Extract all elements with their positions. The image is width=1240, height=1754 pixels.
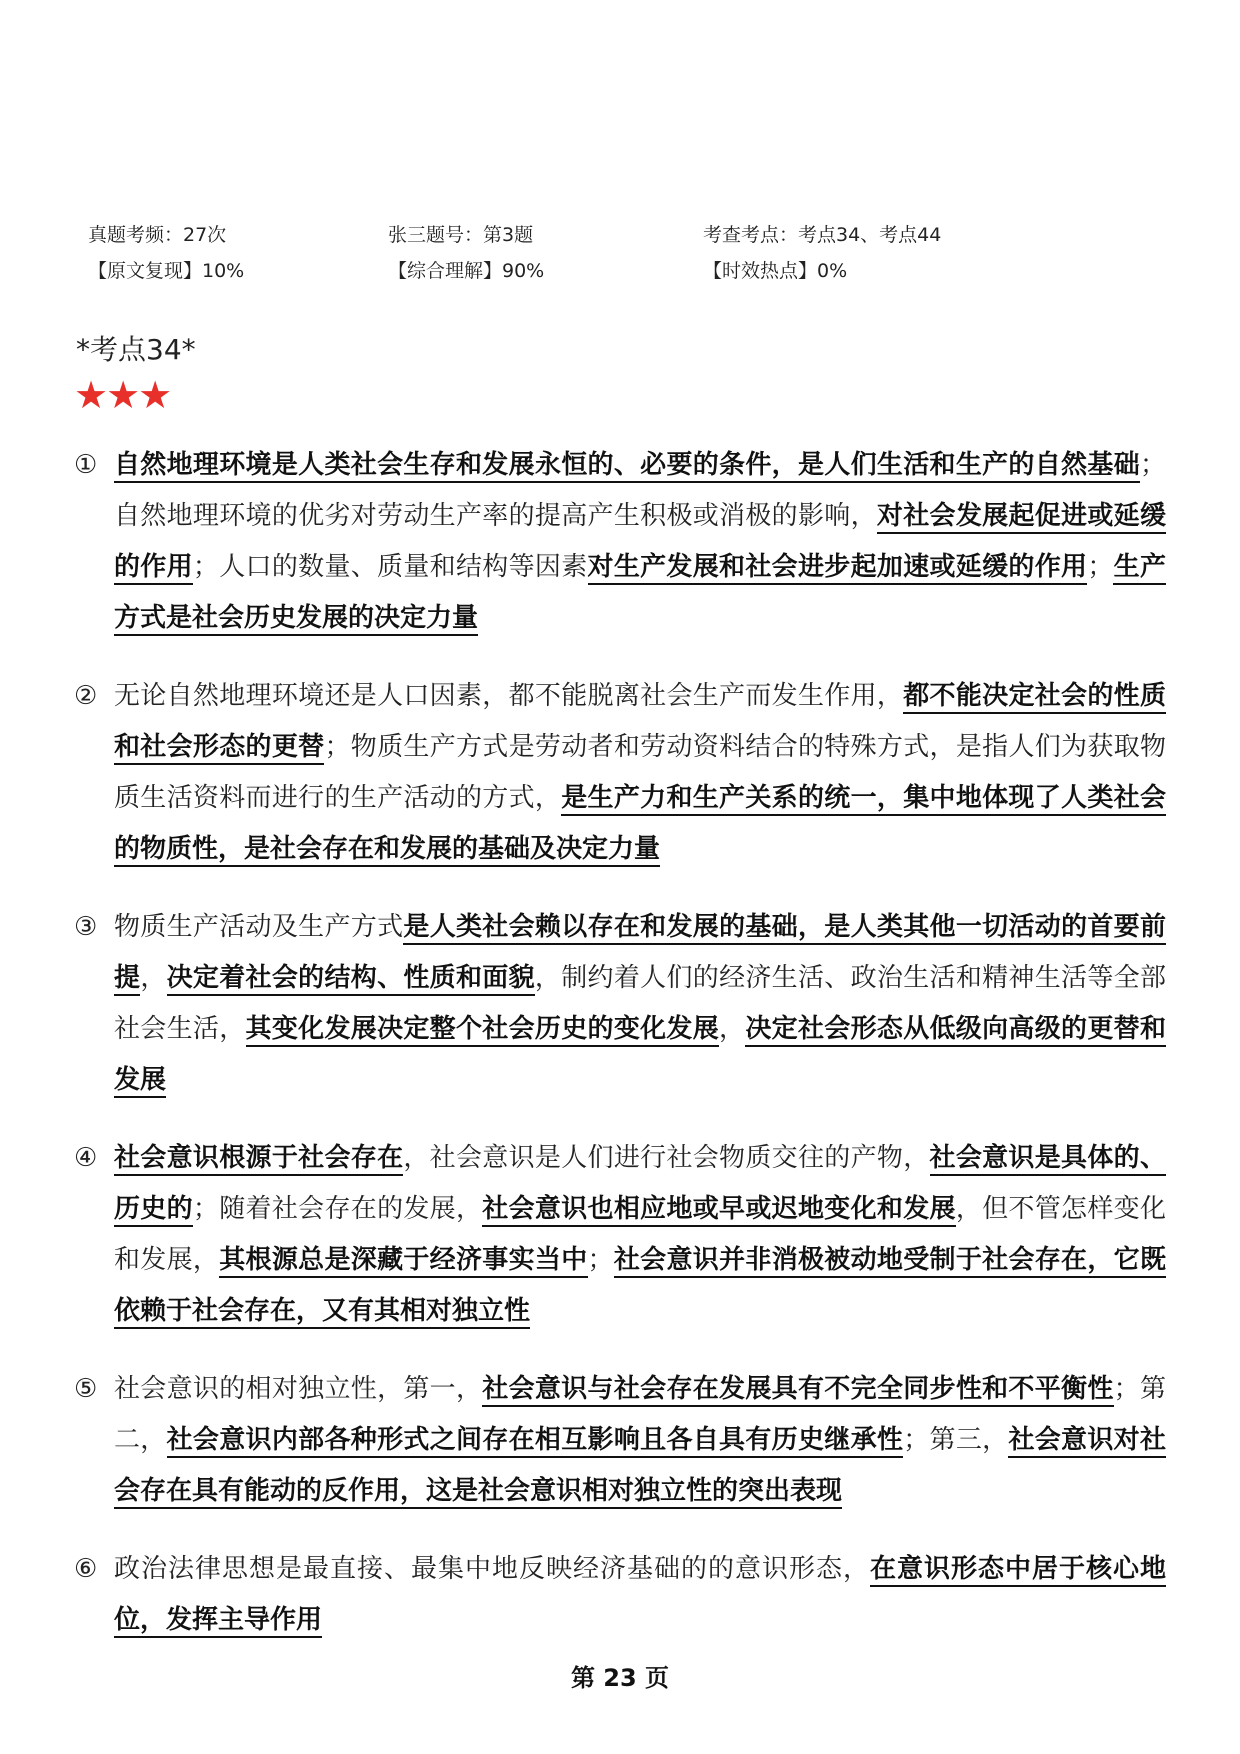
emphasized-text: 生产方式是社会历史发展的决定力量 bbox=[114, 552, 1166, 636]
body-text: 政治法律思想是最直接、最集中地反映经济基础的的意识形态， bbox=[114, 1554, 870, 1584]
emphasized-text: 决定社会形态从低级向高级的更替和发展 bbox=[114, 1014, 1166, 1098]
body-text: ，但不管怎样变化和发展， bbox=[114, 1194, 1166, 1275]
key-point-text bbox=[114, 1544, 1166, 1646]
emphasized-text: 社会意识并非消极被动地受制于社会存在，它既依赖于社会存在，又有其相对独立性 bbox=[114, 1245, 1166, 1329]
meta-row bbox=[88, 251, 1148, 287]
exam-frequency: 真题考频：27次 bbox=[88, 223, 227, 246]
exam-meta bbox=[88, 215, 1148, 287]
key-point bbox=[74, 1133, 1166, 1337]
key-point-text bbox=[114, 1133, 1166, 1337]
emphasized-text: 其变化发展决定整个社会历史的变化发展 bbox=[246, 1014, 720, 1047]
emphasized-text: 是人类社会赖以存在和发展的基础，是人类其他一切活动的首要前提 bbox=[114, 912, 1166, 996]
body-text: ；人口的数量、质量和结构等因素 bbox=[192, 552, 588, 582]
emphasized-text: 社会意识内部各种形式之间存在相互影响且各自具有历史继承性 bbox=[167, 1425, 904, 1458]
question-number: 张三题号：第3题 bbox=[388, 223, 534, 246]
emphasized-text: 对生产发展和社会进步起加速或延缓的作用 bbox=[588, 552, 1088, 585]
key-point bbox=[74, 671, 1166, 875]
key-point bbox=[74, 440, 1166, 644]
emphasized-text: 社会意识与社会存在发展具有不完全同步性和不平衡性 bbox=[482, 1374, 1113, 1407]
emphasized-text: 决定着社会的结构、性质和面貌 bbox=[167, 963, 535, 996]
body-text: 物质生产活动及生产方式 bbox=[114, 912, 404, 942]
body-text: ， bbox=[140, 963, 167, 993]
key-point-text bbox=[114, 1364, 1166, 1517]
key-point-text bbox=[114, 671, 1166, 875]
meta-row bbox=[88, 215, 1148, 251]
body-text: ，制约着人们的经济生活、政治生活和精神生活等全部社会生活， bbox=[114, 963, 1166, 1044]
emphasized-text: 自然地理环境是人类社会生存和发展永恒的、必要的条件，是人们生活和生产的自然基础 bbox=[114, 450, 1140, 483]
body-text: ， bbox=[719, 1014, 746, 1044]
hot-topic-rate: 【时效热点】0% bbox=[703, 259, 848, 282]
topic-title: *考点34* bbox=[76, 333, 196, 366]
body-text: ；第二， bbox=[114, 1374, 1166, 1455]
emphasized-text: 都不能决定社会的性质和社会形态的更替 bbox=[114, 681, 1166, 765]
emphasized-text: 社会意识也相应地或早或迟地变化和发展 bbox=[482, 1194, 956, 1227]
body-text: ； bbox=[1087, 552, 1114, 582]
importance-stars: ★★★ bbox=[74, 373, 171, 417]
body-text: ；物质生产方式是劳动者和劳动资料结合的特殊方式，是指人们为获取物质生活资料而进行的生产活动的方式， bbox=[114, 732, 1166, 813]
emphasized-text: 其根源总是深藏于经济事实当中 bbox=[219, 1245, 587, 1278]
body-text: ； bbox=[587, 1245, 614, 1275]
key-point-number: ③ bbox=[74, 912, 98, 942]
body-text: 社会意识的相对独立性，第一， bbox=[114, 1374, 483, 1404]
body-text: ，社会意识是人们进行社会物质交往的产物， bbox=[403, 1143, 930, 1173]
page-number: 第 23 页 bbox=[570, 1664, 670, 1692]
key-point-number: ⑥ bbox=[74, 1554, 98, 1584]
key-points-list bbox=[74, 440, 1166, 1673]
emphasized-text: 社会意识是具体的、历史的 bbox=[114, 1143, 1166, 1227]
body-text: ；第三， bbox=[903, 1425, 1009, 1455]
body-text: 无论自然地理环境还是人口因素，都不能脱离社会生产而发生作用， bbox=[114, 681, 904, 711]
key-point bbox=[74, 902, 1166, 1106]
emphasized-text: 是生产力和生产关系的统一，集中地体现了人类社会的物质性，是社会存在和发展的基础及决定力量 bbox=[114, 783, 1166, 867]
emphasized-text: 社会意识根源于社会存在 bbox=[114, 1143, 403, 1176]
key-point bbox=[74, 1544, 1166, 1646]
emphasized-text: 社会意识对社会存在具有能动的反作用，这是社会意识相对独立性的突出表现 bbox=[114, 1425, 1166, 1509]
key-point-number: ① bbox=[74, 450, 98, 480]
key-point bbox=[74, 1364, 1166, 1517]
key-point-text bbox=[114, 440, 1166, 644]
exam-topics: 考查考点：考点34、考点44 bbox=[703, 223, 942, 246]
key-point-number: ④ bbox=[74, 1143, 98, 1173]
original-text-rate: 【原文复现】10% bbox=[88, 259, 245, 282]
key-point-number: ⑤ bbox=[74, 1374, 98, 1404]
comprehension-rate: 【综合理解】90% bbox=[388, 259, 545, 282]
body-text: ；随着社会存在的发展， bbox=[192, 1194, 483, 1224]
emphasized-text: 在意识形态中居于核心地位，发挥主导作用 bbox=[114, 1554, 1166, 1638]
key-point-number: ② bbox=[74, 681, 98, 711]
body-text: ；自然地理环境的优劣对劳动生产率的提高产生积极或消极的影响， bbox=[114, 450, 1166, 531]
key-point-text bbox=[114, 902, 1166, 1106]
emphasized-text: 对社会发展起促进或延缓的作用 bbox=[114, 501, 1166, 585]
